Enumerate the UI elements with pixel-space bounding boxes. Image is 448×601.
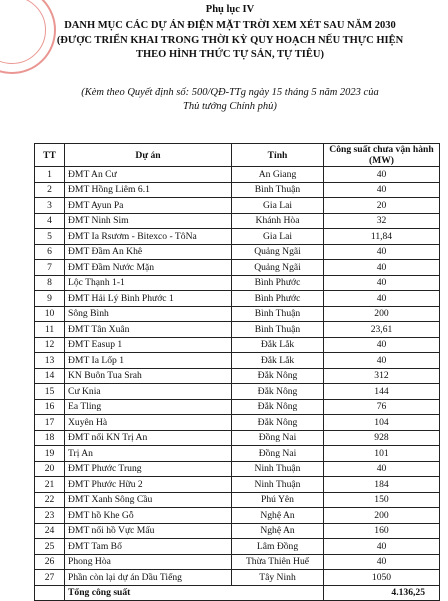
cell-capacity: 11,84 (324, 229, 440, 245)
cell-province: Bình Thuận (232, 306, 324, 322)
table-row (35, 337, 440, 353)
table-row (35, 461, 440, 477)
cell-capacity: 1050 (324, 570, 440, 586)
table-row (35, 229, 440, 245)
cell-province: Đắk Nông (232, 415, 324, 431)
table-row (35, 291, 440, 307)
cell-province: Đắk Nông (232, 384, 324, 400)
cell-capacity: 40 (324, 244, 440, 260)
cell-tt: 5 (35, 229, 65, 245)
cell-tt: 14 (35, 368, 65, 384)
cell-province: Gia Lai (232, 229, 324, 245)
table-row (35, 213, 440, 229)
table-row (35, 260, 440, 276)
total-label: Tổng công suất (65, 585, 324, 601)
cell-project: KN Buôn Tua Srah (65, 368, 232, 384)
cell-project: ĐMT Tam Bố (65, 539, 232, 555)
cell-project: Trị An (65, 446, 232, 462)
cell-capacity: 40 (324, 275, 440, 291)
table-row (35, 508, 440, 524)
cell-province: Phú Yên (232, 492, 324, 508)
table-row (35, 399, 440, 415)
cell-tt: 4 (35, 213, 65, 229)
table-row (35, 570, 440, 586)
cell-tt: 2 (35, 182, 65, 198)
cell-province: Tây Ninh (232, 570, 324, 586)
cell-province: Đồng Nai (232, 446, 324, 462)
cell-capacity: 150 (324, 492, 440, 508)
cell-capacity: 40 (324, 554, 440, 570)
cell-capacity: 40 (324, 291, 440, 307)
table-row (35, 415, 440, 431)
column-header-capacity: Công suất chưa vận hành (MW) (324, 144, 440, 167)
cell-province: Ninh Thuận (232, 461, 324, 477)
table-row (35, 182, 440, 198)
cell-province: Đắk Lắk (232, 353, 324, 369)
cell-project: Xuyên Hà (65, 415, 232, 431)
cell-project: ĐMT Ia Lốp 1 (65, 353, 232, 369)
cell-province: Thừa Thiên Huế (232, 554, 324, 570)
cell-tt: 9 (35, 291, 65, 307)
table-row (35, 353, 440, 369)
cell-province: Khánh Hòa (232, 213, 324, 229)
decision-line: (Kèm theo Quyết định số: 500/QĐ-TTg ngày 15 tháng 5 năm 2023 của (81, 87, 379, 98)
cell-province: An Giang (232, 167, 324, 183)
cell-capacity: 40 (324, 182, 440, 198)
table-row (35, 198, 440, 214)
cell-tt: 18 (35, 430, 65, 446)
cell-capacity: 312 (324, 368, 440, 384)
cell-tt: 12 (35, 337, 65, 353)
total-value: 4.136,25 (324, 585, 440, 601)
appendix-label: Phụ lục IV (205, 4, 255, 15)
decision-line: Thủ tướng Chính phủ) (183, 101, 277, 112)
table-row (35, 446, 440, 462)
cell-capacity: 200 (324, 306, 440, 322)
cell-province: Ninh Thuận (232, 477, 324, 493)
cell-tt: 8 (35, 275, 65, 291)
cell-province: Bình Phước (232, 275, 324, 291)
cell-project: Sông Bình (65, 306, 232, 322)
table-row (35, 477, 440, 493)
cell-tt: 22 (35, 492, 65, 508)
cell-province: Đắk Nông (232, 368, 324, 384)
table-row (35, 275, 440, 291)
cell-tt: 3 (35, 198, 65, 214)
cell-capacity: 184 (324, 477, 440, 493)
table-row (35, 430, 440, 446)
cell-project: ĐMT Xanh Sông Cầu (65, 492, 232, 508)
cell-capacity: 144 (324, 384, 440, 400)
cell-project: Ea Tling (65, 399, 232, 415)
cell-province: Đồng Nai (232, 430, 324, 446)
cell-capacity: 104 (324, 415, 440, 431)
title-line: DANH MỤC CÁC DỰ ÁN ĐIỆN MẶT TRỜI XEM XÉT SAU NĂM 2030 (64, 20, 396, 31)
table-row (35, 368, 440, 384)
cell-tt: 25 (35, 539, 65, 555)
table-row (35, 492, 440, 508)
cell-capacity: 23,61 (324, 322, 440, 338)
projects-table (34, 143, 440, 601)
decision-reference (20, 86, 440, 114)
cell-tt: 10 (35, 306, 65, 322)
cell-tt: 24 (35, 523, 65, 539)
cell-capacity: 32 (324, 213, 440, 229)
cell-project: ĐMT nổi hồ Vực Mấu (65, 523, 232, 539)
cell-project: Phần còn lại dự án Dầu Tiếng (65, 570, 232, 586)
cell-capacity: 40 (324, 167, 440, 183)
cell-province: Nghệ An (232, 508, 324, 524)
table-row (35, 244, 440, 260)
cell-tt: 7 (35, 260, 65, 276)
table-row (35, 539, 440, 555)
column-header-project: Dự án (65, 144, 232, 167)
cell-province: Đắk Nông (232, 399, 324, 415)
cell-project: ĐMT An Cư (65, 167, 232, 183)
table-row (35, 384, 440, 400)
cell-project: ĐMT hồ Khe Gỗ (65, 508, 232, 524)
cell-project: Cư Knia (65, 384, 232, 400)
cell-tt: 26 (35, 554, 65, 570)
cell-tt (35, 585, 65, 601)
cell-capacity: 40 (324, 461, 440, 477)
cell-capacity: 160 (324, 523, 440, 539)
cell-tt: 1 (35, 167, 65, 183)
cell-project: ĐMT Hải Lý Bình Phước 1 (65, 291, 232, 307)
cell-capacity: 101 (324, 446, 440, 462)
table-row (35, 167, 440, 183)
cell-tt: 13 (35, 353, 65, 369)
cell-tt: 23 (35, 508, 65, 524)
cell-tt: 15 (35, 384, 65, 400)
table-body (35, 167, 440, 601)
table-row (35, 523, 440, 539)
table-row (35, 322, 440, 338)
table-row (35, 306, 440, 322)
cell-tt: 6 (35, 244, 65, 260)
cell-project: ĐMT Đầm Nước Mặn (65, 260, 232, 276)
table-header-row (35, 144, 440, 167)
cell-tt: 27 (35, 570, 65, 586)
cell-capacity: 40 (324, 539, 440, 555)
cell-tt: 11 (35, 322, 65, 338)
cell-project: ĐMT Đầm An Khê (65, 244, 232, 260)
cell-project: Lộc Thạnh 1-1 (65, 275, 232, 291)
cell-capacity: 928 (324, 430, 440, 446)
cell-province: Quảng Ngãi (232, 260, 324, 276)
cell-project: ĐMT nổi KN Trị An (65, 430, 232, 446)
cell-capacity: 200 (324, 508, 440, 524)
cell-capacity: 40 (324, 260, 440, 276)
cell-tt: 21 (35, 477, 65, 493)
column-header-tt: TT (35, 144, 65, 167)
column-header-province: Tỉnh (232, 144, 324, 167)
cell-capacity: 40 (324, 353, 440, 369)
cell-province: Bình Thuận (232, 182, 324, 198)
cell-project: ĐMT Ninh Sim (65, 213, 232, 229)
cell-tt: 16 (35, 399, 65, 415)
cell-capacity: 20 (324, 198, 440, 214)
table-row (35, 554, 440, 570)
document-title (20, 19, 440, 63)
cell-province: Bình Thuận (232, 322, 324, 338)
cell-project: ĐMT Ia Rsươm - Bitexco - TôNa (65, 229, 232, 245)
title-line: THEO HÌNH THỨC TỰ SẢN, TỰ TIÊU) (136, 49, 324, 60)
cell-province: Nghệ An (232, 523, 324, 539)
cell-tt: 19 (35, 446, 65, 462)
cell-project: ĐMT Phước Hữu 2 (65, 477, 232, 493)
title-line: (ĐƯỢC TRIỂN KHAI TRONG THỜI KỲ QUY HOẠCH NẾU THỰC HIỆN (56, 34, 404, 46)
cell-project: ĐMT Tân Xuân (65, 322, 232, 338)
cell-province: Lâm Đồng (232, 539, 324, 555)
total-row (35, 585, 440, 601)
cell-project: Phong Hòa (65, 554, 232, 570)
cell-province: Đắk Lắk (232, 337, 324, 353)
cell-project: ĐMT Ayun Pa (65, 198, 232, 214)
cell-project: ĐMT Easup 1 (65, 337, 232, 353)
cell-province: Bình Phước (232, 291, 324, 307)
cell-tt: 17 (35, 415, 65, 431)
cell-capacity: 40 (324, 337, 440, 353)
cell-project: ĐMT Phước Trung (65, 461, 232, 477)
cell-tt: 20 (35, 461, 65, 477)
cell-province: Quảng Ngãi (232, 244, 324, 260)
cell-project: ĐMT Hồng Liêm 6.1 (65, 182, 232, 198)
cell-province: Gia Lai (232, 198, 324, 214)
cell-capacity: 76 (324, 399, 440, 415)
